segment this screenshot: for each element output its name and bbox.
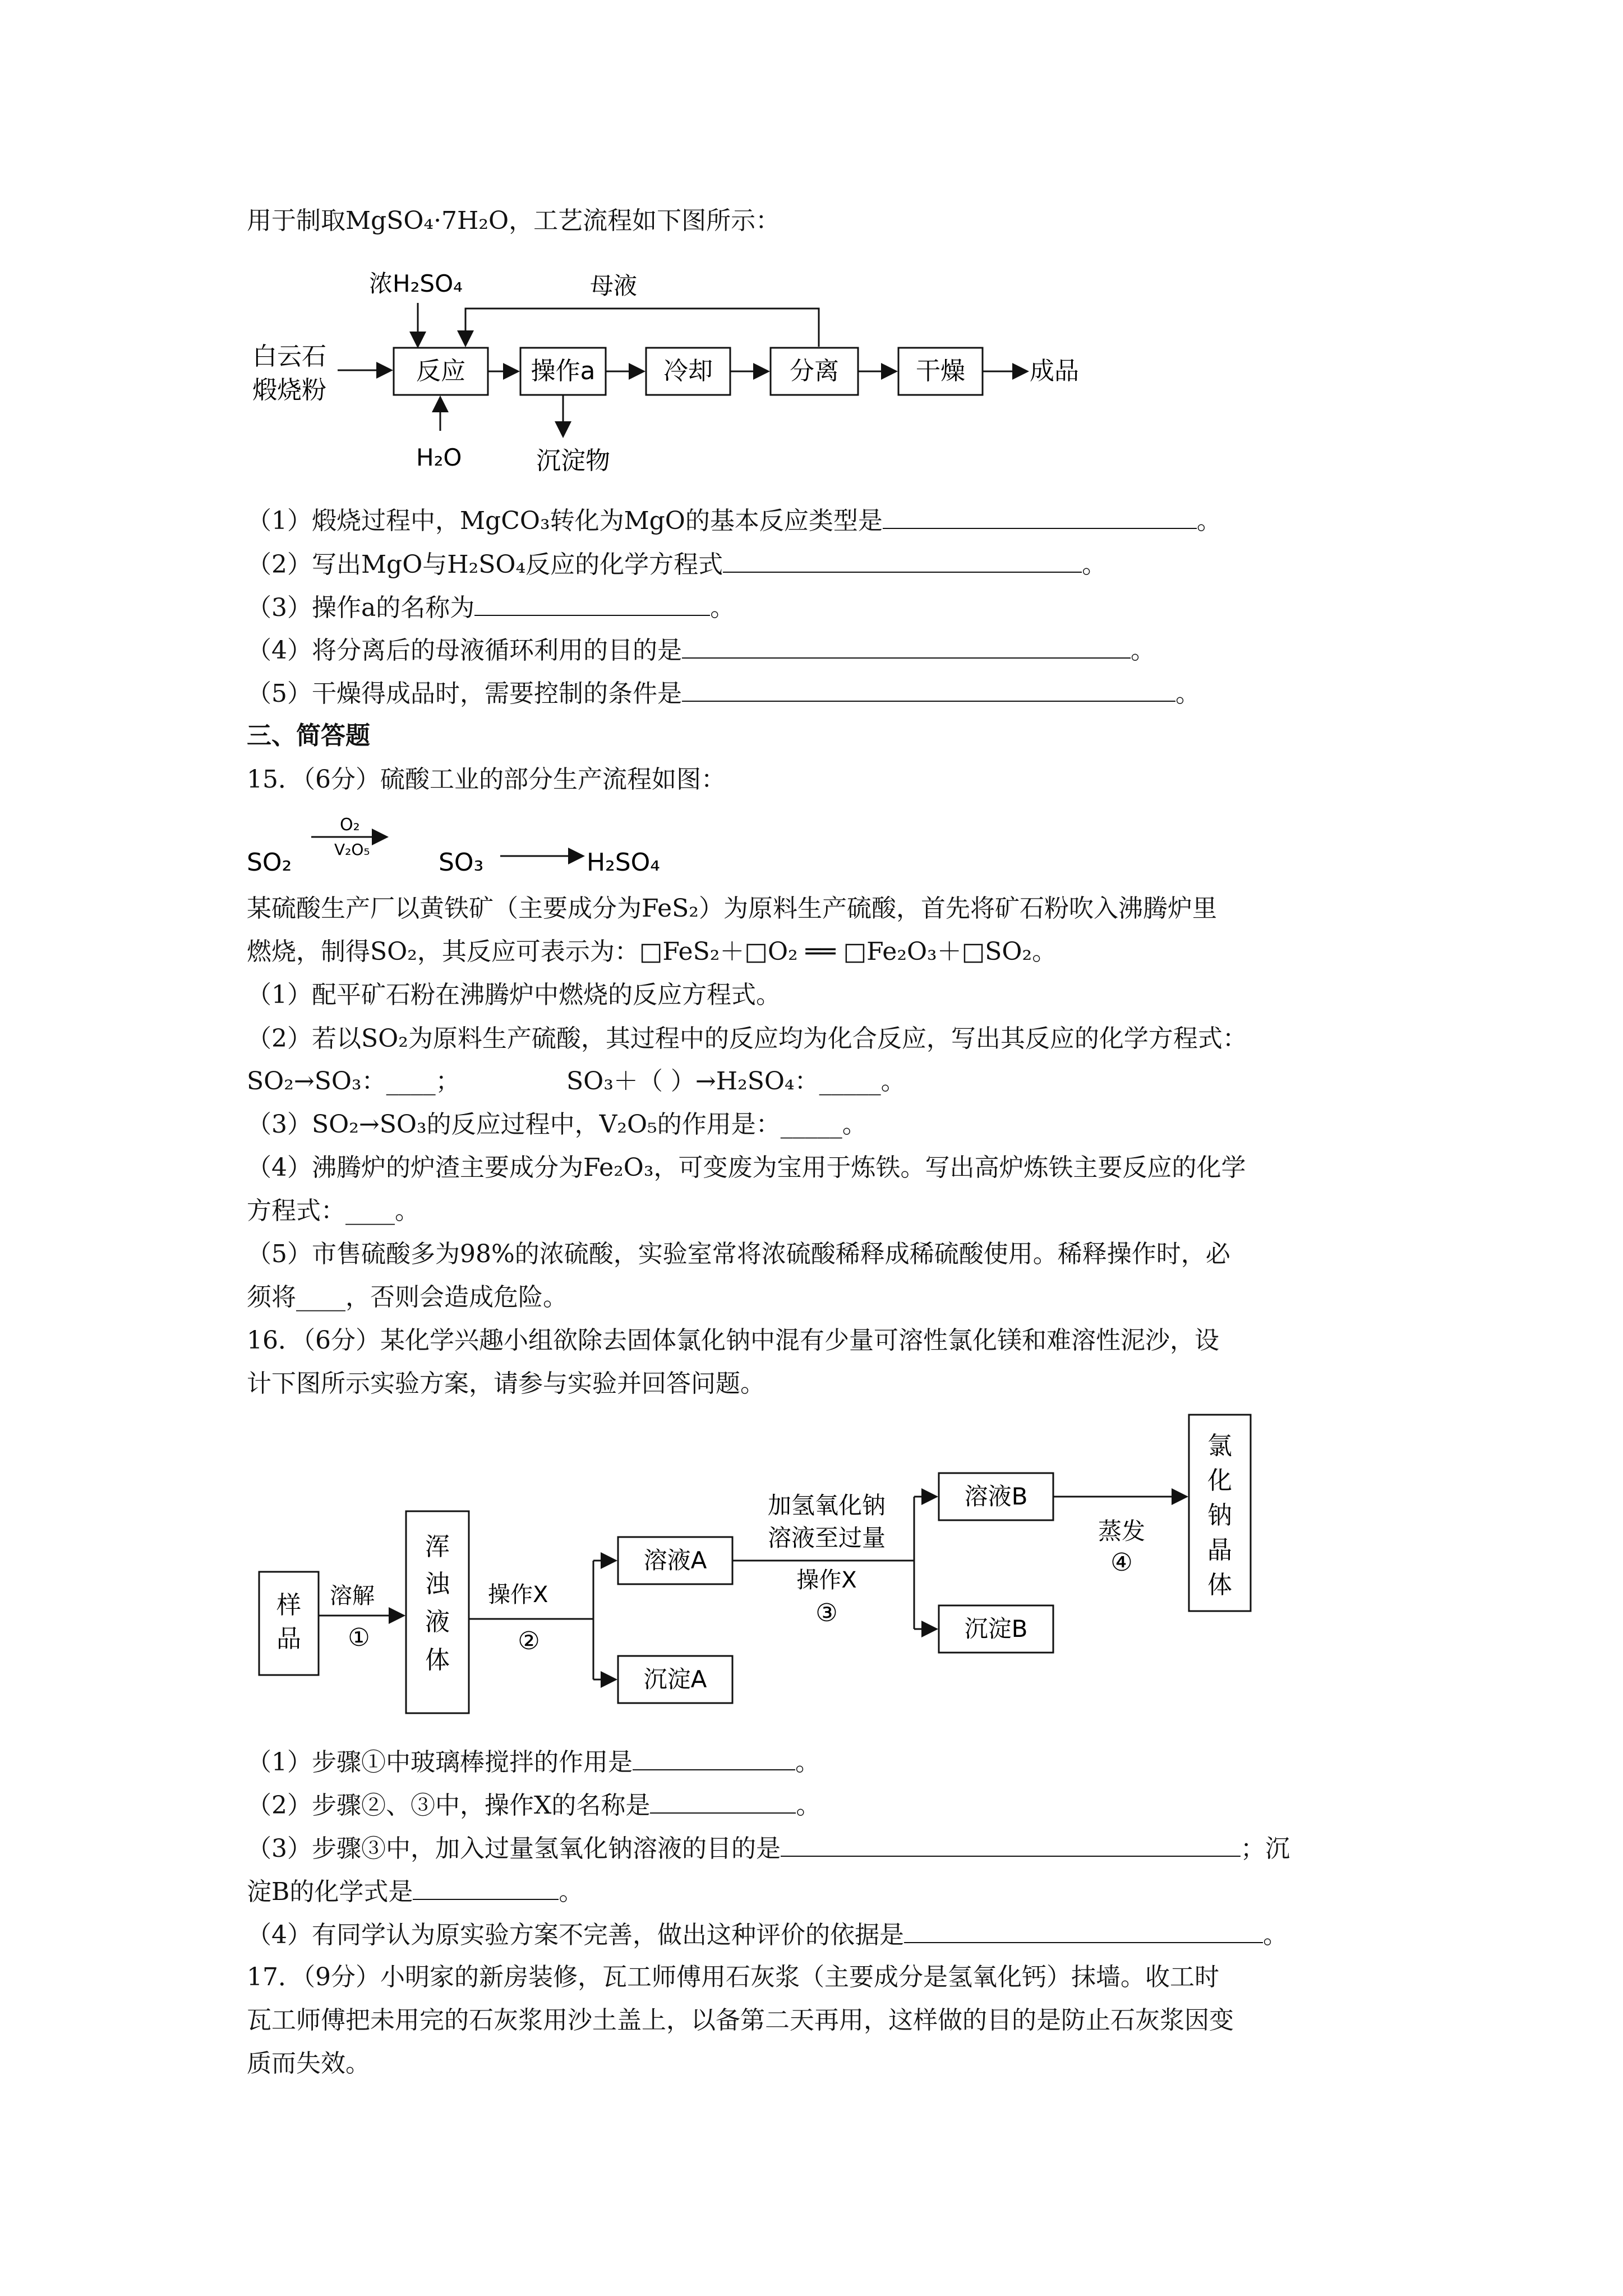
opx-label: 操作X [488, 1582, 548, 1608]
solution-b: 溶液B [964, 1483, 1028, 1510]
q14-part3 [247, 595, 735, 620]
turbid-char1: 浑 [425, 1533, 450, 1561]
q16-p4-text: （4）有同学认为原实验方案不完善，做出这种评价的依据是 [247, 1921, 904, 1949]
mother-liquor-label: 母液 [590, 272, 638, 300]
period: 。 [1263, 1921, 1288, 1949]
turbid-char4: 体 [425, 1646, 450, 1674]
q14-part1-text: （1）煅烧过程中，MgCO₃转化为MgO的基本反应类型是 [247, 507, 883, 535]
q16-p2 [247, 1792, 820, 1818]
q14-part2-text: （2）写出MgO与H₂SO₄反应的化学方程式 [247, 550, 723, 579]
sample-char1: 样 [276, 1591, 301, 1619]
answer-blank[interactable] [633, 1749, 795, 1770]
step-dry: 干燥 [916, 357, 965, 385]
q16-p3a-text: （3）步骤③中，加入过量氢氧化钠溶液的目的是 [247, 1834, 781, 1863]
product-char1: 氯 [1207, 1432, 1232, 1460]
add-naoh-line2: 溶液至过量 [767, 1524, 886, 1552]
opx2-label: 操作X [796, 1567, 857, 1593]
q15-p2b-left: SO₂→SO₃：____； [247, 1067, 460, 1096]
answer-blank[interactable] [474, 595, 710, 616]
product-char4: 晶 [1207, 1536, 1232, 1565]
q16-p4 [247, 1922, 1288, 1948]
precipitate-b: 沉淀B [964, 1615, 1028, 1642]
q15-p1: （1）配平矿石粉在沸腾炉中燃烧的反应方程式。 [247, 981, 781, 1009]
scheme-so3: SO₃ [439, 848, 484, 877]
answer-blank[interactable] [883, 508, 1197, 529]
q14-part5 [247, 680, 1200, 706]
q14-part2 [247, 551, 1106, 577]
step4-label: ④ [1110, 1548, 1133, 1577]
add-naoh-line1: 加氢氧化钠 [767, 1492, 886, 1519]
section-title: 三、简答题 [247, 721, 370, 750]
step-operation-a: 操作a [531, 357, 596, 385]
turbid-char3: 液 [425, 1608, 450, 1636]
step-separate: 分离 [790, 357, 839, 385]
q15-p2a: （2）若以SO₂为原料生产硫酸，其过程中的反应均为化合反应，写出其反应的化学方程式： [247, 1024, 1247, 1053]
period: 。 [1196, 507, 1221, 535]
period: 。 [1175, 679, 1200, 708]
step1-label: ① [348, 1623, 370, 1652]
q16-p2-text: （2）步骤②、③中，操作X的名称是 [247, 1791, 651, 1820]
flow-diagram-nacl [247, 1408, 1290, 1733]
period: 。 [710, 593, 735, 622]
answer-blank[interactable] [904, 1922, 1263, 1943]
solution-a: 溶液A [643, 1547, 707, 1574]
q16-p3b-text: 淀B的化学式是 [247, 1878, 413, 1906]
answer-blank[interactable] [650, 1792, 796, 1814]
answer-blank[interactable] [682, 637, 1131, 659]
answer-blank[interactable] [682, 680, 1175, 702]
flow-diagram-mgso4 [247, 258, 1122, 482]
q14-part1 [247, 508, 1221, 533]
q16-p3b [247, 1879, 583, 1904]
q15-text1: 某硫酸生产厂以黄铁矿（主要成分为FeS₂）为原料生产硫酸，首先将矿石粉吹入沸腾炉里 [247, 894, 1217, 923]
period: 。 [795, 1748, 820, 1777]
q17-line3: 质而失效。 [247, 2049, 370, 2078]
q14-part3-text: （3）操作a的名称为 [247, 593, 475, 622]
q16-p1-text: （1）步骤①中玻璃棒搅拌的作用是 [247, 1748, 633, 1777]
q15-stem: 15．（6分）硫酸工业的部分生产流程如图： [247, 765, 726, 794]
q16-p3a [247, 1835, 1290, 1861]
output-product: 成品 [1030, 357, 1079, 385]
period: 。 [1131, 636, 1155, 665]
product-char3: 钠 [1207, 1501, 1232, 1530]
reagent-water: H₂O [416, 444, 462, 471]
q15-p5b: 须将____，否则会造成危险。 [247, 1283, 568, 1312]
step-cool: 冷却 [663, 357, 713, 385]
q15-p3: （3）SO₂→SO₃的反应过程中，V₂O₅的作用是：_____。 [247, 1110, 867, 1139]
q16-stem2: 计下图所示实验方案，请参与实验并回答问题。 [247, 1369, 765, 1398]
answer-blank[interactable] [723, 551, 1082, 573]
intro-text: 用于制取MgSO₄·7H₂O，工艺流程如下图所示： [247, 206, 781, 235]
input-line1: 白云石 [252, 342, 326, 371]
step-reaction: 反应 [416, 357, 465, 385]
scheme-h2so4: H₂SO₄ [587, 848, 660, 877]
period: 。 [1082, 550, 1107, 579]
answer-blank[interactable] [413, 1879, 559, 1900]
q16-stem1: 16．（6分）某化学兴趣小组欲除去固体氯化钠中混有少量可溶性氯化镁和难溶性泥沙，设 [247, 1326, 1219, 1355]
q14-part4 [247, 637, 1155, 663]
period: 。 [796, 1791, 821, 1820]
q15-text2: 燃烧，制得SO₂，其反应可表示为：□FeS₂＋□O₂ ══ □Fe₂O₃＋□SO₂。 [247, 937, 1057, 966]
step3-label: ③ [815, 1599, 838, 1627]
step2-label: ② [518, 1627, 540, 1655]
q14-part5-text: （5）干燥得成品时，需要控制的条件是 [247, 679, 682, 708]
reagent-h2so4: 浓H₂SO₄ [369, 270, 463, 297]
product-char2: 化 [1207, 1466, 1232, 1495]
answer-blank[interactable] [781, 1835, 1241, 1857]
scheme-v2o5: V₂O₅ [334, 840, 370, 859]
q15-p2b-right: SO₃＋（ ）→H₂SO₄：_____。 [566, 1067, 906, 1096]
q15-scheme [247, 808, 751, 892]
turbid-char2: 浊 [425, 1570, 450, 1598]
product-char5: 体 [1207, 1571, 1232, 1599]
period: 。 [559, 1878, 584, 1906]
q17-line2: 瓦工师傅把未用完的石灰浆用沙土盖上，以备第二天再用，这样做的目的是防止石灰浆因变 [247, 2006, 1234, 2035]
q16-p3a-end: ；沉 [1241, 1834, 1290, 1863]
precipitate-a: 沉淀A [643, 1665, 707, 1693]
q16-p1 [247, 1749, 820, 1775]
input-line2: 煅烧粉 [252, 376, 326, 404]
q15-p4a: （4）沸腾炉的炉渣主要成分为Fe₂O₃，可变废为宝用于炼铁。写出高炉炼铁主要反应的化学 [247, 1153, 1246, 1182]
dissolve-label: 溶解 [330, 1583, 375, 1609]
q15-p5a: （5）市售硫酸多为98%的浓硫酸，实验室常将浓硫酸稀释成稀硫酸使用。稀释操作时，必 [247, 1240, 1230, 1268]
q17-line1: 17．（9分）小明家的新房装修，瓦工师傅用石灰浆（主要成分是氢氧化钙）抹墙。收工时 [247, 1963, 1219, 1991]
scheme-so2: SO₂ [247, 848, 292, 877]
q14-part4-text: （4）将分离后的母液循环利用的目的是 [247, 636, 682, 665]
precipitate-label: 沉淀物 [536, 447, 610, 475]
sample-char2: 品 [276, 1625, 301, 1653]
evaporate-label: 蒸发 [1098, 1517, 1146, 1545]
q15-p4b: 方程式：____。 [247, 1197, 419, 1225]
scheme-o2: O₂ [340, 815, 360, 835]
